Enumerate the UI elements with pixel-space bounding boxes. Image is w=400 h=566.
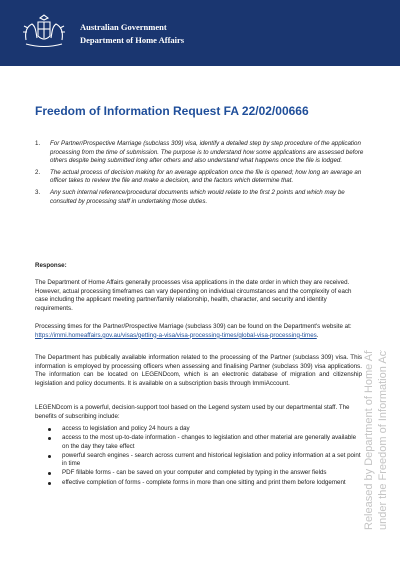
request-questions — [35, 140, 365, 209]
question-number: 2. — [35, 168, 41, 176]
question-text: The actual process of decision making for an average application once the file is opened; how long an average an officer takes to review the file and make a decision, and the factors which determine that. — [50, 168, 362, 185]
question-number: 3. — [35, 188, 41, 196]
question-number: 1. — [35, 140, 41, 147]
processing-times-end: . — [316, 331, 319, 339]
benefit-text: access to legislation and policy 24 hours a day — [62, 425, 190, 432]
benefit-text: effective completion of forms - complete forms in more than one sitting and print them before lodgement — [62, 478, 346, 486]
list-item — [48, 479, 362, 488]
foi-release-watermark — [358, 350, 392, 530]
bullet-icon — [48, 482, 51, 485]
processing-times-intro: Processing times for the Partner/Prospective Marriage (subclass 309) can be found on the Department's website at: — [35, 323, 352, 330]
question-item — [35, 140, 365, 166]
question-text: For Partner/Prospective Marriage (subclass 309) visa, identify a detailed step by step procedure of the application processing from the time of submission. The purpose is to understand how some applications are assessed before others despite being submitted long after others and also understand what happens once the file is lodged. — [50, 140, 364, 165]
bullet-icon — [48, 472, 51, 475]
list-item — [48, 434, 362, 451]
response-heading: Response: — [35, 262, 67, 269]
benefit-text: access to the most up-to-date information - changes to legislation and other material are generally available on the day they take effect — [62, 434, 357, 450]
document-title: Freedom of Information Request FA 22/02/00666 — [35, 104, 309, 118]
department-name: Department of Home Affairs — [80, 35, 185, 45]
legendcom-benefits-intro: LEGENDcom is a powerful, decision-support tool based on the Legend system used by our departmental staff. The benefits of subscribing include: — [35, 404, 350, 420]
header-banner — [0, 0, 400, 66]
bullet-icon — [48, 437, 51, 440]
list-item — [48, 425, 362, 434]
government-wordmark — [80, 22, 184, 46]
list-item — [48, 469, 362, 478]
processing-times-paragraph — [35, 323, 362, 340]
list-item — [48, 452, 362, 469]
bullet-icon — [48, 455, 51, 458]
question-item — [35, 169, 365, 186]
coat-of-arms-icon — [20, 14, 68, 52]
government-name: Australian Government — [80, 22, 167, 32]
question-text: Any such internal reference/procedural documents which would relate to the first 2 points and which may be consulted by processing staff in undertaking those duties. — [50, 188, 345, 205]
processing-order-paragraph: The Department of Home Affairs generally processes visa applications in the date order in which they are received. However, actual processing timeframes can vary depending on individual circumstances and the complexity of each case including the applicant meeting partner/family relationship, health, character, and security and identity requirements. — [35, 279, 352, 313]
question-item — [35, 189, 365, 206]
benefit-text: PDF fillable forms - can be saved on your computer and completed by typing in the answer fields — [62, 469, 327, 477]
processing-times-link[interactable]: https://immi.homeaffairs.gov.au/visas/getting-a-visa/visa-processing-times/global-visa-processing-times — [35, 331, 317, 339]
watermark-line-1: Released by Department of Home Affairs — [363, 350, 375, 530]
bullet-icon — [48, 428, 51, 431]
legendcom-info-paragraph: The Department has publically available information related to the processing of the Partner (subclass 309) visa. This information is employed by processing officers when assessing and finalising Partner (subclass 309) visa applications. The information can be located on LEGENDcom, which is an electronic database of migration and citizenship legislation and policy documents. It is available on a subscription basis through ImmiAccount. — [35, 354, 362, 388]
benefit-text: powerful search engines - search across current and historical legislation and policy information at a set point in time — [62, 451, 361, 468]
watermark-line-2: under the Freedom of Information Act 1982 — [377, 350, 389, 530]
benefits-list — [48, 425, 362, 488]
